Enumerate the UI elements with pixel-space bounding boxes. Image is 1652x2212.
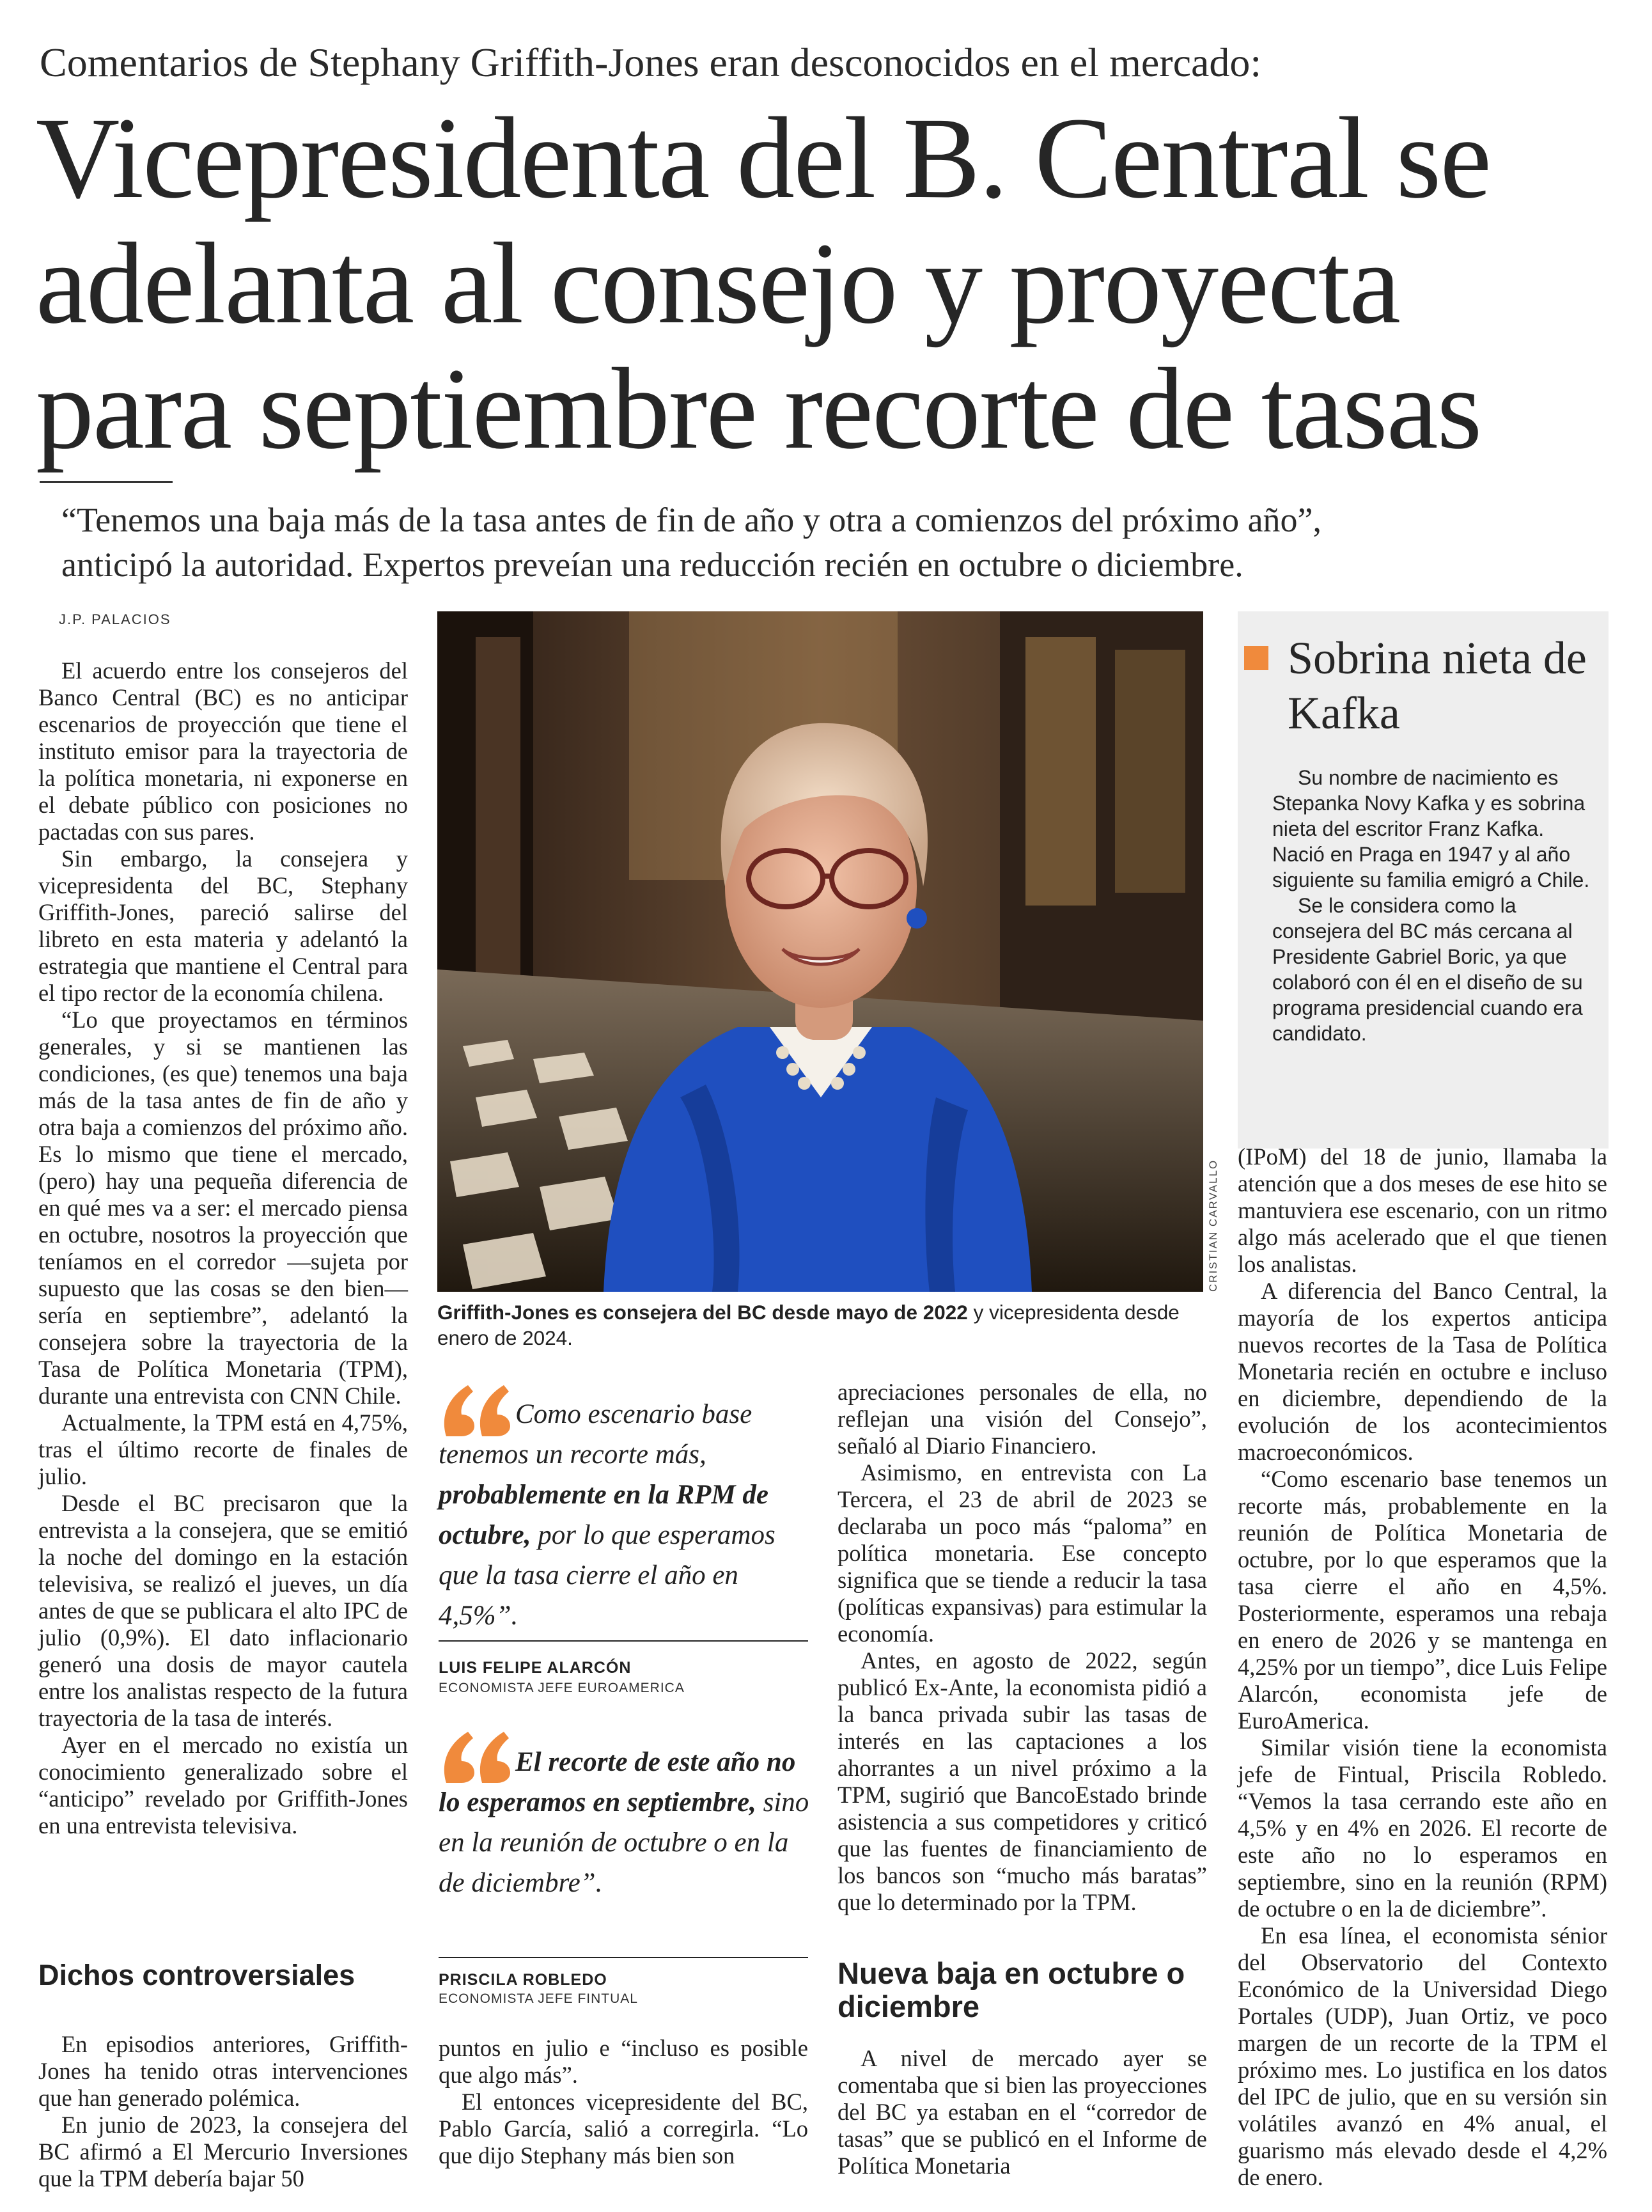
headline-divider xyxy=(40,481,173,483)
body-paragraph: Sin embargo, la consejera y vicepresidenta del BC, Stephany Griffith-Jones, pareció salirse del libreto en esta materia y adelantó la estrategia que mantiene el Central para el tipo rector de la economía chilena. xyxy=(38,845,408,1006)
body-paragraph: Asimismo, en entrevista con La Tercera, el 23 de abril de 2023 se declaraba un poco más “paloma” en política monetaria. Ese concepto significa que se tiende a reducir la tasa (políticas expansivas) para estimular la economía. xyxy=(838,1459,1207,1647)
quote-divider xyxy=(439,1957,808,1958)
body-column-3 xyxy=(838,1379,1207,1916)
body-column-4 xyxy=(1238,1143,1607,2191)
subheading-nueva-baja: Nueva baja en octubre o diciembre xyxy=(838,1956,1185,2023)
body-paragraph: Antes, en agosto de 2022, según publicó Ex-Ante, la economista pidió a la banca privada subir las tasas de interés en las captaciones a los ahorrantes a un nivel próximo a la TPM, sugirió que BancoEstado brinde asistencia a sus competidores y criticó que las fuentes de financiamiento de los bancos son “mucho más baratas” que lo determinado por la TPM. xyxy=(838,1647,1207,1915)
sidebar-paragraph: Su nombre de nacimiento es Stepanka Novy Kafka y es sobrina nieta del escritor Franz Kafka. Nació en Praga en 1947 y al año siguiente su familia emigró a Chile. xyxy=(1272,766,1590,891)
headline-line: Vicepresidenta del B. Central se xyxy=(36,94,1491,223)
pull-quote-2 xyxy=(439,1742,809,1903)
body-paragraph: El entonces vicepresidente del BC, Pablo García, salió a corregirla. “Lo que dijo Stephany más bien son xyxy=(439,2089,808,2169)
headline xyxy=(36,96,1621,472)
subheading-dichos: Dichos controversiales xyxy=(38,1959,355,1991)
caption-rest: y vicepresidenta desde enero de 2024. xyxy=(437,1301,1180,1349)
quote-text: Como escenario base tenemos un recorte más, xyxy=(439,1399,752,1470)
quote-text: por lo que esperamos que la tasa cierre el año en 4,5%”. xyxy=(439,1520,775,1631)
quote-divider xyxy=(439,1640,808,1642)
body-column-1-continued xyxy=(38,2031,408,2192)
byline: J.P. PALACIOS xyxy=(59,611,171,627)
portrait-illustration xyxy=(437,611,1203,1292)
body-paragraph: En esa línea, el economista sénior del Observatorio del Contexto Económico de la Universidad Diego Portales (UDP), Juan Ortiz, ve poco margen de un recorte de la TPM el próximo mes. Lo justifica en los datos del IPC de julio, que en su versión sin volátiles avanzó en 4% anual, el guarismo más elevado desde el 4,2% de enero. xyxy=(1238,1922,1607,2190)
photo-caption xyxy=(437,1299,1204,1351)
headline-line: adelanta al consejo y proyecta xyxy=(36,219,1400,348)
quote-attribution-role: ECONOMISTA JEFE FINTUAL xyxy=(439,1991,638,2006)
body-column-3-continued xyxy=(838,2045,1207,2179)
deck xyxy=(61,498,1615,587)
body-paragraph: El acuerdo entre los consejeros del Banco Central (BC) es no anticipar escenarios de proyección que tiene el instituto emisor para la trayectoria de la política monetaria, ni exponerse en el debate público con posiciones no pactadas con sus pares. xyxy=(38,657,408,845)
quote-attribution-name: PRISCILA ROBLEDO xyxy=(439,1971,607,1989)
headline-line: para septiembre recorte de tasas xyxy=(36,345,1481,473)
deck-line: anticipó la autoridad. Expertos preveían una reducción recién en octubre o diciembre. xyxy=(61,545,1243,584)
body-paragraph: En episodios anteriores, Griffith-Jones ha tenido otras intervenciones que han generado polémica. xyxy=(38,2031,408,2111)
body-column-2 xyxy=(439,2035,808,2169)
body-paragraph: apreciaciones personales de ella, no reflejan una visión del Consejo”, señaló al Diario Financiero. xyxy=(838,1379,1207,1459)
body-paragraph: En junio de 2023, la consejera del BC afirmó a El Mercurio Inversiones que la TPM debería bajar 50 xyxy=(38,2112,408,2192)
portrait-photo xyxy=(437,611,1203,1292)
caption-bold: Griffith-Jones es consejera del BC desde mayo de 2022 xyxy=(437,1301,968,1324)
sidebar-title: Sobrina nieta de Kafka xyxy=(1288,632,1587,739)
sidebar-body xyxy=(1272,765,1592,1046)
photo-credit: CRISTIAN CARVALLO xyxy=(1207,1159,1219,1292)
body-paragraph: puntos en julio e “incluso es posible que algo más”. xyxy=(439,2035,808,2088)
body-column-1 xyxy=(38,657,408,1839)
body-paragraph: Ayer en el mercado no existía un conocimiento generalizado sobre el “anticipo” revelado por Griffith-Jones en una entrevista televisiva. xyxy=(38,1732,408,1839)
body-paragraph: Desde el BC precisaron que la entrevista a la consejera, que se emitió la noche del domingo en la estación televisiva, se realizó el jueves, un día antes de que se publicara el alto IPC de julio (0,9%). El dato inflacionario generó una dosis de mayor cautela entre los analistas respecto de la futura trayectoria de la tasa de interés. xyxy=(38,1490,408,1731)
quote-attribution-name: LUIS FELIPE ALARCÓN xyxy=(439,1659,632,1677)
sidebar-paragraph: Se le considera como la consejera del BC más cercana al Presidente Gabriel Boric, ya que colaboró con él en el diseño de su programa presidencial cuando era candidato. xyxy=(1272,894,1583,1045)
body-paragraph: Similar visión tiene la economista jefe de Fintual, Priscila Robledo. “Vemos la tasa cerrando este año en 4,5% y en 4% en 2026. El recorte de este año no lo esperamos en septiembre, sino en la reunión (RPM) de octubre o en la de diciembre”. xyxy=(1238,1734,1607,1922)
body-paragraph: “Como escenario base tenemos un recorte más, probablemente en la reunión de Política Monetaria de octubre, por lo que esperamos que la tasa cierre el año en 4,5%. Posteriormente, esperamos una rebaja en enero de 2026 y se mantenga en 4,25% por un tiempo”, dice Luis Felipe Alarcón, economista jefe de EuroAmerica. xyxy=(1238,1466,1607,1734)
kicker: Comentarios de Stephany Griffith-Jones eran desconocidos en el mercado: xyxy=(40,40,1262,85)
deck-line: “Tenemos una baja más de la tasa antes de fin de año y otra a comienzos del próximo año”, xyxy=(61,501,1321,539)
body-paragraph: A nivel de mercado ayer se comentaba que si bien las proyecciones del BC ya estaban en el “corredor de tasas” que se publicó en el Informe de Política Monetaria xyxy=(838,2045,1207,2179)
body-paragraph: “Lo que proyectamos en términos generales, y si se mantienen las condiciones, (es que) tenemos una baja más de la tasa antes de fin de año y otra baja a comienzos del próximo año. Es lo mismo que tiene el mercado, (pero) hay una pequeña diferencia de en qué mes va a ser: el mercado piensa en octubre, nosotros la proyección que teníamos en el corredor —sujeta por supuesto que las cosas se den bien— sería en septiembre”, adelantó la consejera sobre la trayectoria de la Tasa de Política Monetaria (TPM), durante una entrevista con CNN Chile. xyxy=(38,1007,408,1409)
quote-bold: El recorte de este año no lo esperamos en septiembre, xyxy=(439,1747,796,1817)
body-paragraph: (IPoM) del 18 de junio, llamaba la atención que a dos meses de ese hito se mantuviera ese escenario, con un ritmo algo más acelerado que el que tienen los analistas. xyxy=(1238,1143,1607,1277)
body-paragraph: Actualmente, la TPM está en 4,75%, tras el último recorte de finales de julio. xyxy=(38,1409,408,1489)
square-bullet-icon xyxy=(1244,646,1268,670)
quote-attribution-role: ECONOMISTA JEFE EUROAMERICA xyxy=(439,1681,685,1695)
quote-text: sino en la reunión de octubre o en la de diciembre”. xyxy=(439,1787,809,1898)
body-paragraph: A diferencia del Banco Central, la mayoría de los expertos anticipa nuevos recortes de la Tasa de Política Monetaria recién en octubre e incluso en diciembre, dependiendo de la evolución de los acontecimientos macroeconómicos. xyxy=(1238,1278,1607,1465)
quote-bold: probablemente en la RPM de octubre, xyxy=(439,1480,768,1550)
pull-quote-1 xyxy=(439,1394,809,1636)
